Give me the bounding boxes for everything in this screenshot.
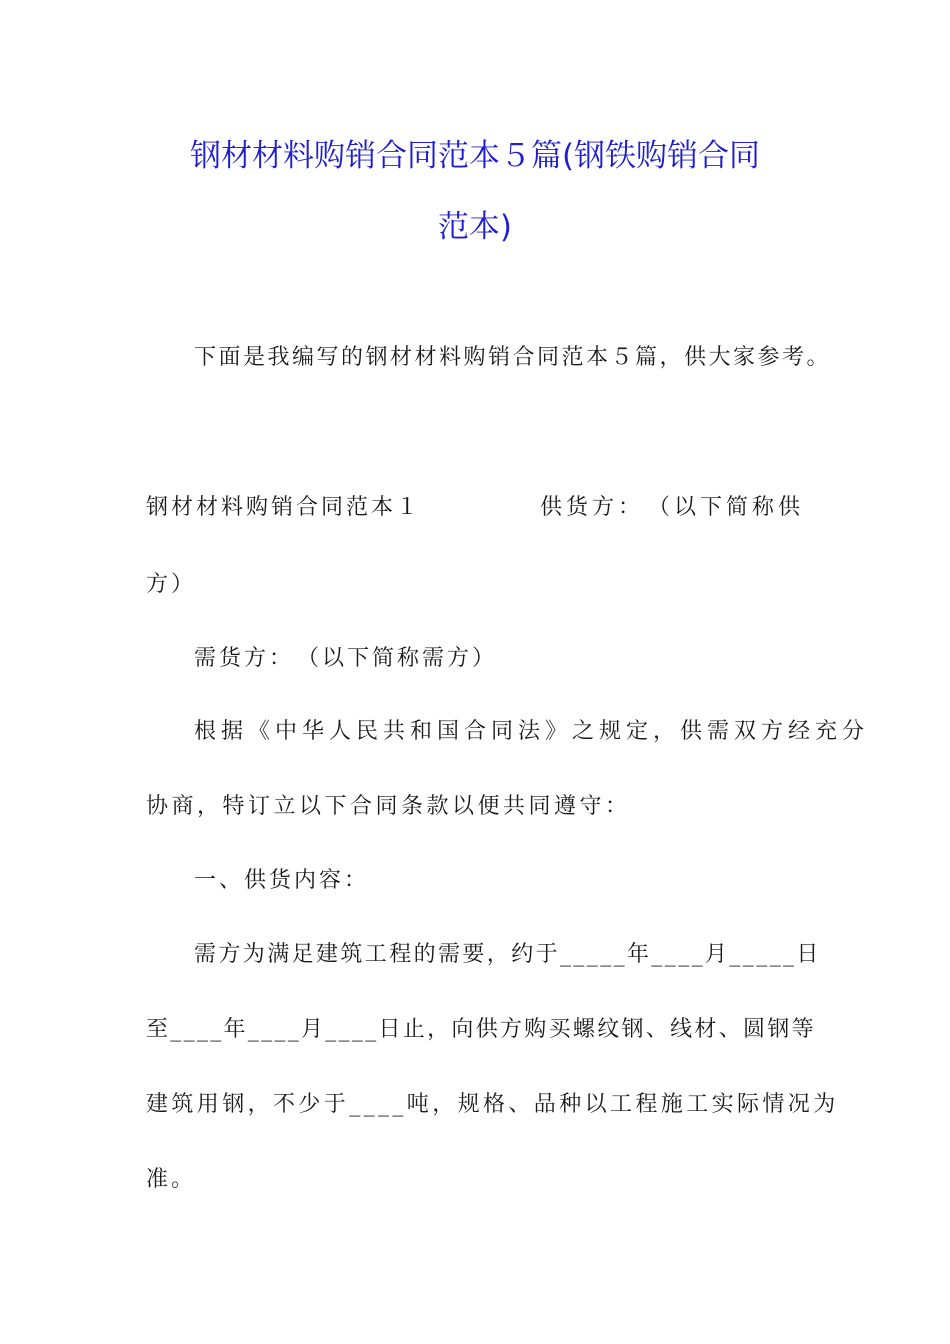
section-1-heading: 一、供货内容： — [194, 868, 370, 893]
supplier-label-continuation: 方） — [146, 572, 197, 597]
document-title-line-2: 范本) — [437, 209, 513, 245]
supplier-label: 供货方： （以下简称供 — [540, 495, 805, 520]
requirement-paragraph-line-2: 至____年____月____日止，向供方购买螺纹钢、线材、圆钢等 — [146, 1017, 816, 1042]
requirement-paragraph-line-4: 准。 — [146, 1167, 197, 1192]
sample-1-heading: 钢材材料购销合同范本１ — [146, 495, 422, 520]
basis-paragraph-line-1: 根据《中华人民共和国合同法》之规定，供需双方经充分 — [194, 719, 870, 744]
requirement-paragraph-line-3: 建筑用钢，不少于____吨，规格、品种以工程施工实际情况为 — [146, 1092, 839, 1117]
requirement-paragraph-line-1: 需方为满足建筑工程的需要，约于_____年____月_____日 — [194, 942, 821, 967]
intro-paragraph: 下面是我编写的钢材材料购销合同范本５篇，供大家参考。 — [194, 345, 832, 370]
basis-paragraph-line-2: 协商，特订立以下合同条款以便共同遵守： — [146, 794, 631, 819]
document-title-line-1: 钢材材料购销合同范本５篇(钢铁购销合同 — [189, 138, 761, 174]
buyer-label: 需货方： （以下简称需方） — [194, 646, 498, 671]
